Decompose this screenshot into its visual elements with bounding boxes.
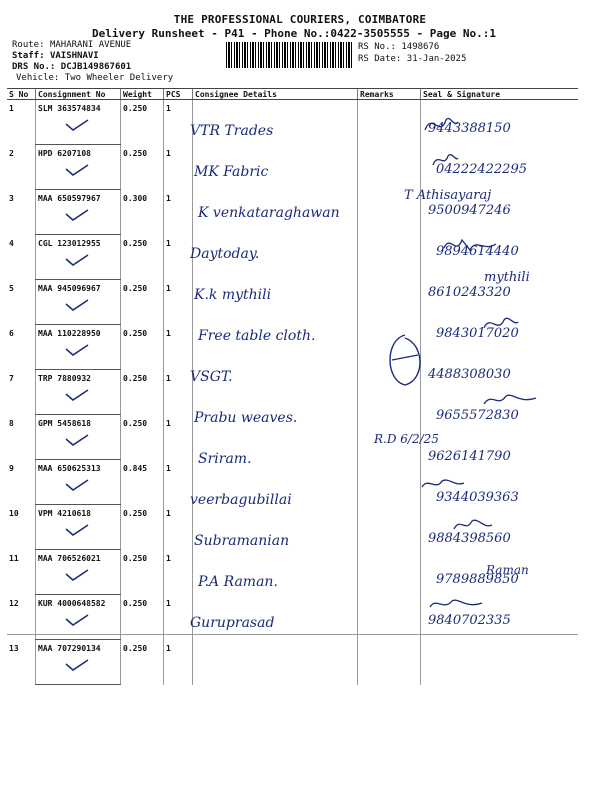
- checkmark-icon: [64, 658, 90, 672]
- row-consignment-text: GPM 5458618: [38, 419, 91, 428]
- row-weight: 0.250: [121, 325, 164, 370]
- table-header-row: [7, 89, 578, 100]
- delivery-table: [7, 88, 578, 685]
- row-pcs: 1: [164, 100, 193, 145]
- row-pcs: 1: [164, 595, 193, 640]
- signature-scribble-row2: [430, 150, 460, 170]
- col-consignment: Consignment No: [36, 89, 121, 100]
- row-consignment-text: MAA 650597967: [38, 194, 101, 203]
- row-consignment-no: [36, 460, 121, 505]
- row-weight: 0.250: [121, 550, 164, 595]
- row-consignment-no: [36, 235, 121, 280]
- row-sno: 12: [9, 598, 19, 608]
- row-consignment-no: [36, 415, 121, 460]
- row-sno: 9: [9, 463, 14, 473]
- rs-no-value: 1498676: [401, 42, 440, 52]
- row-consignment-no: [36, 280, 121, 325]
- row-pcs: 1: [164, 235, 193, 280]
- signature-scribble-row13: [426, 595, 486, 615]
- row-weight: 0.250: [121, 640, 164, 685]
- row-consignment-text: HPD 6207108: [38, 149, 91, 158]
- signature-scribble-row4: [440, 230, 500, 260]
- row-sno: 10: [9, 508, 19, 518]
- row-remarks-cell: [358, 145, 421, 190]
- col-weight: Weight: [121, 89, 164, 100]
- col-signature: Seal & Signature: [421, 89, 579, 100]
- checkmark-icon: [64, 298, 90, 312]
- checkmark-icon: [64, 118, 90, 132]
- table-bottom-rule: [7, 634, 578, 635]
- signature-scribble-row1: [420, 110, 460, 140]
- consignee-phone-handwritten: 8610243320: [428, 285, 511, 300]
- staff-value: VAISHNAVI: [49, 51, 99, 61]
- row-sno: 7: [9, 373, 14, 383]
- col-sno: S No: [7, 89, 36, 100]
- row-remarks-cell: [358, 505, 421, 550]
- row-pcs: 1: [164, 370, 193, 415]
- col-consignee: Consignee Details: [193, 89, 358, 100]
- row-consignee-cell: [193, 640, 358, 685]
- row-remarks-cell: [358, 460, 421, 505]
- row-consignment-text: TRP 7880932: [38, 374, 91, 383]
- consignee-name-handwritten: VTR Trades: [190, 123, 274, 139]
- consignee-phone-handwritten: 9443388150: [428, 121, 511, 136]
- row-consignment-text: MAA 707290134: [38, 644, 101, 653]
- consignee-phone-handwritten: 9789889850: [436, 572, 519, 587]
- row-weight: 0.250: [121, 235, 164, 280]
- signature-scribble-row6b: [480, 312, 520, 336]
- table-row: [7, 640, 578, 685]
- col-pcs: PCS: [164, 89, 193, 100]
- runsheet-subtitle: Delivery Runsheet - P41 - Phone No.:0422-3505555 - Page No.:1: [92, 27, 496, 40]
- consignee-phone-handwritten: 9344039363: [436, 490, 519, 505]
- row-pcs: 1: [164, 415, 193, 460]
- row-consignment-text: CGL 123012955: [38, 239, 101, 248]
- route-label: Route:: [12, 40, 45, 50]
- row-consignment-no: [36, 325, 121, 370]
- checkmark-icon: [64, 613, 90, 627]
- rs-date-line: [358, 54, 466, 64]
- row-consignment-no: [36, 100, 121, 145]
- row-sno: 8: [9, 418, 14, 428]
- consignee-name-handwritten: veerbagubillai: [190, 492, 292, 508]
- row-consignment-no: [36, 190, 121, 235]
- signature-scribble-row8: [480, 390, 540, 410]
- row-consignment-no: [36, 640, 121, 685]
- signature-scribble-row11: [450, 515, 494, 535]
- row-weight: 0.250: [121, 145, 164, 190]
- row-remarks-cell: [358, 235, 421, 280]
- row-signature-cell: [421, 640, 579, 685]
- row-consignment-no: [36, 550, 121, 595]
- row-sno: 1: [9, 104, 14, 113]
- consignee-phone-handwritten: 9840702335: [428, 613, 511, 628]
- vehicle-value: Two Wheeler Delivery: [64, 73, 174, 83]
- consignee-phone-handwritten: 9884398560: [428, 531, 511, 546]
- row-weight: 0.845: [121, 460, 164, 505]
- row-sno: 5: [9, 283, 14, 293]
- row-pcs: 1: [164, 280, 193, 325]
- row-sno: 2: [9, 148, 14, 158]
- row-pcs: 1: [164, 460, 193, 505]
- route-line: [12, 40, 131, 50]
- consignee-name-handwritten: Free table cloth.: [198, 328, 316, 344]
- row-remarks-cell: [358, 100, 421, 145]
- consignee-phone-handwritten: 9843017020: [436, 326, 519, 341]
- checkmark-icon: [64, 433, 90, 447]
- row-pcs: 1: [164, 505, 193, 550]
- consignee-name-handwritten: MK Fabric: [194, 164, 269, 180]
- row-sno: 3: [9, 193, 14, 203]
- row-consignment-no: [36, 370, 121, 415]
- row-pcs: 1: [164, 325, 193, 370]
- company-title: THE PROFESSIONAL COURIERS, COIMBATORE: [173, 13, 427, 26]
- row-weight: 0.250: [121, 595, 164, 640]
- remark-row9: R.D 6/2/25: [374, 432, 439, 446]
- checkmark-icon: [64, 478, 90, 492]
- row-consignment-text: MAA 945096967: [38, 284, 101, 293]
- rs-date-label: RS Date:: [358, 54, 402, 64]
- consignee-name-handwritten: Guruprasad: [190, 615, 275, 631]
- checkmark-icon: [64, 523, 90, 537]
- consignee-name-handwritten: Prabu weaves.: [194, 410, 298, 426]
- row-sno: 11: [9, 553, 19, 563]
- staff-line: [12, 51, 99, 61]
- consignee-name-handwritten: Sriram.: [198, 451, 252, 467]
- row-sno: 6: [9, 328, 14, 338]
- signature-row12-name: Raman: [486, 563, 529, 577]
- signature-row3-name: T Athisayaraj: [404, 188, 492, 203]
- signature-scribble-row6: [380, 330, 430, 390]
- row-weight: 0.250: [121, 280, 164, 325]
- checkmark-icon: [64, 208, 90, 222]
- row-consignment-no: [36, 145, 121, 190]
- consignee-name-handwritten: VSGT.: [190, 369, 233, 385]
- row-pcs: 1: [164, 550, 193, 595]
- consignee-name-handwritten: K.k mythili: [194, 287, 272, 303]
- rs-no-label: RS No.:: [358, 42, 396, 52]
- row-remarks-cell: [358, 595, 421, 640]
- row-consignment-text: SLM 363574834: [38, 104, 101, 113]
- row-consignment-text: MAA 706526021: [38, 554, 101, 563]
- row-pcs: 1: [164, 190, 193, 235]
- consignee-name-handwritten: Daytoday.: [190, 246, 260, 262]
- checkmark-icon: [64, 343, 90, 357]
- drs-label: DRS No.:: [12, 62, 56, 72]
- staff-label: Staff:: [12, 51, 45, 61]
- route-value: MAHARANI AVENUE: [49, 40, 132, 50]
- row-consignment-no: [36, 595, 121, 640]
- row-consignment-text: MAA 650625313: [38, 464, 101, 473]
- row-remarks-cell: [358, 280, 421, 325]
- row-weight: 0.250: [121, 370, 164, 415]
- consignee-phone-handwritten: 9655572830: [436, 408, 519, 423]
- row-weight: 0.300: [121, 190, 164, 235]
- row-pcs: 1: [164, 640, 193, 685]
- checkmark-icon: [64, 568, 90, 582]
- vehicle-line: [16, 73, 173, 83]
- row-sno: 4: [9, 238, 14, 248]
- consignee-phone-handwritten: 04222422295: [436, 162, 527, 177]
- consignee-phone-handwritten: 9626141790: [428, 449, 511, 464]
- checkmark-icon: [64, 388, 90, 402]
- col-remarks: Remarks: [358, 89, 421, 100]
- row-consignment-text: KUR 4000648582: [38, 599, 106, 608]
- row-consignment-no: [36, 505, 121, 550]
- barcode: [226, 42, 354, 68]
- row-weight: 0.250: [121, 505, 164, 550]
- row-remarks-cell: [358, 640, 421, 685]
- consignee-name-handwritten: P.A Raman.: [198, 574, 278, 590]
- consignee-phone-handwritten: 4488308030: [428, 367, 511, 382]
- checkmark-icon: [64, 163, 90, 177]
- consignee-name-handwritten: Subramanian: [194, 533, 290, 549]
- signature-scribble-row10: [418, 475, 468, 493]
- checkmark-icon: [64, 253, 90, 267]
- rs-no-line: [358, 42, 439, 52]
- drs-line: [12, 62, 131, 72]
- row-sno: 13: [9, 643, 19, 653]
- drs-value: DCJB149867601: [60, 62, 132, 72]
- row-remarks-cell: [358, 550, 421, 595]
- signature-row5-name: mythili: [484, 270, 530, 285]
- rs-date-value: 31-Jan-2025: [406, 54, 467, 64]
- row-weight: 0.250: [121, 100, 164, 145]
- row-pcs: 1: [164, 145, 193, 190]
- row-consignment-text: VPM 4210618: [38, 509, 91, 518]
- consignee-phone-handwritten: 9894614440: [436, 244, 519, 259]
- consignee-name-handwritten: K venkataraghawan: [198, 205, 340, 221]
- row-weight: 0.250: [121, 415, 164, 460]
- consignee-phone-handwritten: 9500947246: [428, 203, 511, 218]
- vehicle-label: Vehicle:: [16, 73, 60, 83]
- row-consignment-text: MAA 110228950: [38, 329, 101, 338]
